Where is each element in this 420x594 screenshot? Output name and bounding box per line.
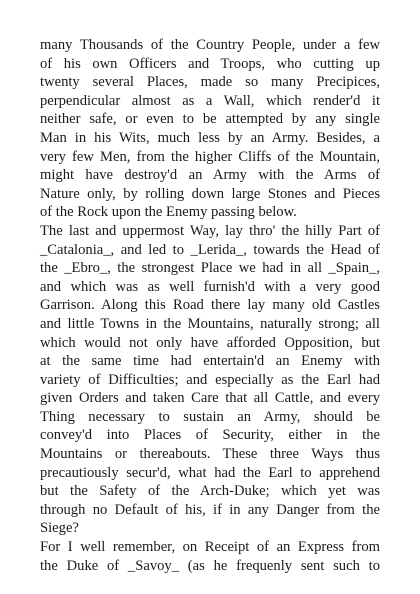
text-line: perpendicular almost as a Wall, which render'd it — [40, 92, 380, 109]
text-line: neither safe, or even to be attempted by any single — [40, 111, 380, 128]
document-page — [40, 36, 380, 575]
text-line: precautiously secur'd, what had the Earl to apprehend — [40, 464, 380, 481]
text-line: twenty several Places, made so many Precipices, — [40, 74, 380, 91]
text-line: For I well remember, on Receipt of an Express from — [40, 539, 380, 556]
text-line: Nature only, by rolling down large Stones and Pieces — [40, 185, 380, 202]
text-line: but the Safety of the Arch-Duke; which yet was — [40, 483, 380, 500]
paragraph-2 — [40, 222, 380, 538]
text-line: very few Men, from the higher Cliffs of the Mountain, — [40, 148, 380, 165]
text-line: and little Towns in the Mountains, naturally strong; all — [40, 315, 380, 332]
text-line: Man in his Wits, much less by an Army. Besides, a — [40, 129, 380, 146]
text-line: the _Ebro_, the strongest Place we had in all _Spain_, — [40, 260, 380, 277]
text-line: Mountains or thereabouts. These three Ways thus — [40, 446, 380, 463]
text-line: which would not only have afforded Opposition, but — [40, 334, 380, 351]
text-line: variety of Difficulties; and especially as the Earl had — [40, 371, 380, 388]
text-line: _Catalonia_, and led to _Lerida_, towards the Head of — [40, 241, 380, 258]
paragraph-3 — [40, 538, 380, 575]
text-line: many Thousands of the Country People, under a few — [40, 37, 380, 53]
text-line: The last and uppermost Way, lay thro' the hilly Part of — [40, 222, 380, 239]
text-line: might have destroy'd an Army with the Arms of — [40, 167, 380, 184]
text-line: through no Default of his, if in any Danger from the — [40, 501, 380, 518]
text-line: of his own Officers and Troops, who cutting up — [40, 55, 380, 72]
text-line: convey'd into Places of Security, either in the — [40, 427, 380, 444]
text-line: Garrison. Along this Road there lay many old Castles — [40, 297, 380, 314]
text-line: Thing necessary to sustain an Army, should be — [40, 408, 380, 425]
text-line: of the Rock upon the Enemy passing below. — [40, 204, 297, 221]
text-line: and which was as well furnish'd with a very good — [40, 278, 380, 295]
text-line: Siege? — [40, 520, 79, 537]
text-line: at the same time had entertain'd an Enemy with — [40, 353, 380, 370]
text-line: given Orders and taken Care that all Cattle, and every — [40, 390, 380, 407]
paragraph-1 — [40, 36, 380, 222]
text-line: the Duke of _Savoy_ (as he frequenly sent such to — [40, 557, 380, 574]
